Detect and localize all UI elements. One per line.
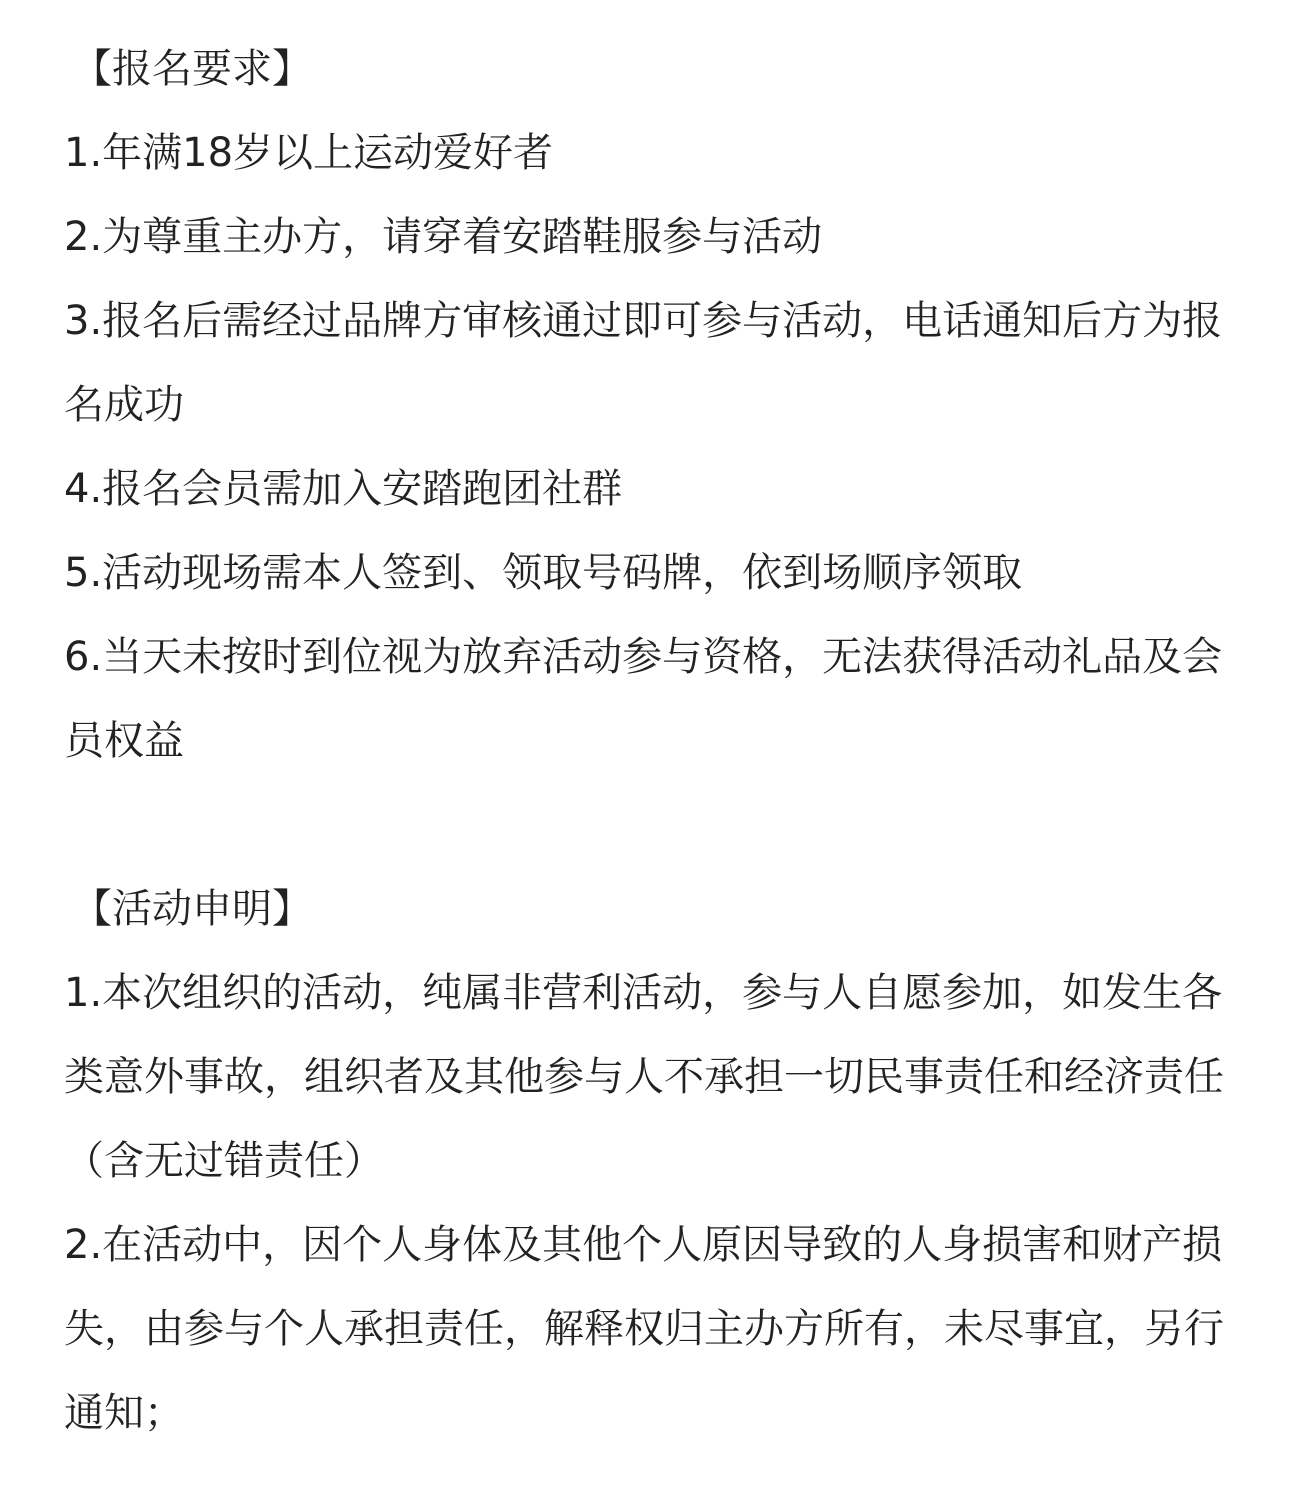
requirement-item-3: 3.报名后需经过品牌方审核通过即可参与活动，电话通知后方为报名成功 [64, 298, 1223, 428]
declaration-item-1: 1.本次组织的活动，纯属非营利活动，参与人自愿参加，如发生各类意外事故，组织者及其他参与人不承担一切民事责任和经济责任（含无过错责任） [64, 970, 1224, 1184]
requirement-item-2: 2.为尊重主办方，请穿着安踏鞋服参与活动 [64, 214, 823, 260]
section-title-requirements: 【报名要求】 [72, 46, 312, 92]
requirement-item-4: 4.报名会员需加入安踏跑团社群 [64, 466, 623, 512]
document-body [64, 27, 1239, 1455]
requirement-item-5: 5.活动现场需本人签到、领取号码牌，依到场顺序领取 [64, 550, 1023, 596]
section-spacer [64, 783, 1239, 867]
requirement-item-6: 6.当天未按时到位视为放弃活动参与资格，无法获得活动礼品及会员权益 [64, 634, 1223, 764]
declaration-item-2: 2.在活动中，因个人身体及其他个人原因导致的人身损害和财产损失，由参与个人承担责任，解释权归主办方所有，未尽事宜，另行通知； [64, 1222, 1224, 1436]
section-title-declaration: 【活动申明】 [72, 886, 312, 932]
requirement-item-1: 1.年满18岁以上运动爱好者 [64, 130, 554, 176]
